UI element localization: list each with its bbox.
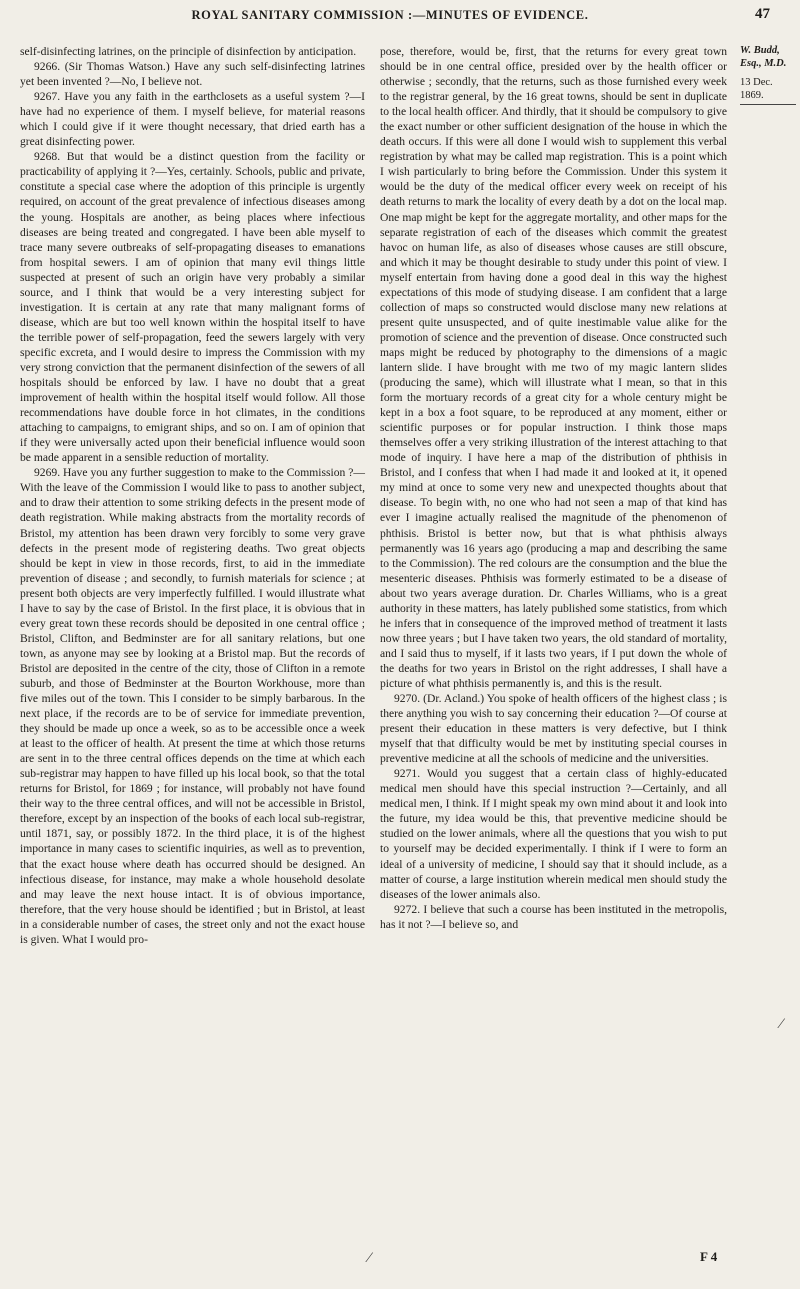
paragraph: 9268. But that would be a distinct question from the facility or practicability of applying it ?—Yes, certainly. Schools, public and private, constitute a special case where the adoption of this principle is urgently required, on account of the great prevalence of infectious diseases among the young. Hospitals are another, as being places where infectious diseases are being treated and congregated. I have been able myself to trace many severe outbreaks of self-propagating diseases to emanations from hospital sewers. I am of opinion that many evil things little suspected at present of such an origin have very probably a similar source, and I think that would be a very interesting subject for investigation. It is certain at any rate that many malignant forms of disease, which are but too well known within the hospital itself to have the terrible power of self-propagation, feed the sewers largely with very specific excreta, and I would desire to impress the Commission with my very strong conviction that the permanent disinfection of the sewers of all hospitals should be enforced by law. I have no doubt that a great improvement of health within the hospital itself would follow. All those recommendations have double force in hot climates, in the conditions attaching to campaigns, to emigrant ships, and so on. I am of opinion that if they were universally acted upon their beneficial influence would soon be made apparent in a sensible reduction of mortality. — [20, 150, 365, 465]
paragraph: 9269. Have you any further suggestion to make to the Commission ?—With the leave of the Commission I would like to pass to another subject, and to draw their attention to some striking defects in the present mode of death registration. While making abstracts from the mortality records of Bristol, my attention has been drawn very forcibly to some very grave defects in the present mode of registering deaths. Two great objects should be kept in view in those records, first, to aid in the immediate prevention of disease ; and secondly, to furnish materials for science ; at present both objects are very imperfectly fulfilled. I would illustrate what I have to say by the case of Bristol. In the first place, it is obvious that in every great town these records should be deposited in one central office ; Bristol, Clifton, and Bedminster are for all sanitary relations, but one town, as anyone may see by looking at a Bristol map. But the records of Bristol are deposited in the centre of the city, those of Clifton in a remote suburb, and those of Bedminster at the Bourton Workhouse, more than five miles out of the town. This I consider to be simply barbarous. In the next place, if the records are to be of service for immediate prevention, they should be made up once a week, so as to be accessible once a week at least to the officer of health. At present the time at which those returns are sent in to the three central offices depends on the time at which each sub-registrar may happen to have filled up his local book, so that the total returns for Bristol, for 1869 ; for instance, will probably not have found their way to the three central offices, and will not be accessible in Bristol, therefore, except by an inspection of the books of each local sub-registrar, until 1871, say, or possibly 1872. In the third place, it is of the highest importance in many cases to scientific inquiries, as well as to prevention, that the exact house where death has occurred should be designed. An infectious disease, for instance, may make a whole household desolate and may leave the next house intact. It is of obvious importance, therefore, that the very house should be identified ; but in Bristol, at least in a considerable number of cases, the street only and not the exact house is given. What I would pro- — [20, 466, 365, 946]
page-number: 47 — [755, 6, 770, 22]
paragraph: pose, therefore, would be, first, that the returns for every great town should be in one central office, presided over by the health officer or otherwise ; secondly, that the returns, such as those furnished every week to the registrar general, by the 16 great towns, should be sent in duplicate to the local health officer. And thirdly, that it should be compulsory to give the exact number or other sufficient designation of the house in which the death occurs. If this were all done I would wish to supplement this verbal registration by what may be called map registration. This is a point which I wish particularly to bring before the Commission. Under this system it would be the duty of the medical officer every week on receipt of his death returns to mark the locality of every death by a dot on the local map. One map might be kept for the aggregate mortality, and other maps for the separate registration of each of the diseases which commit the greatest havoc on human life, as also of diseases whose causes are still obscure, and which it may be thought desirable to study under this point of view. I myself entertain from having done a good deal in this way the highest expectations of this mode of studying disease. I am confident that a large collection of maps so constructed would disclose many new relations at present quite unsuspected, and of quite inestimable value alike for the promotion of science and the prevention of disease. Once constructed such maps might be reduced by photography to the dimensions of a magic lantern slide. I have brought with me two of my magic lantern slides (producing the same), which will illustrate what I mean, so that in this form the mortuary records of a great city for a whole century might be kept in a box a foot square, to be reproduced at any moment, either or scientific purposes or for popular instruction. I think those maps themselves offer a very striking illustration of the interest attaching to that mode of inquiry. I have here a map of the distribution of phthisis in Bristol, and I confess that when I had made it and looked at it, it opened my mind at once to some very new and unexpected thoughts about that disease. To begin with, no one who had not seen a map of that kind has ever I imagine actually realised the magnitude of the phenomenon of phthisis. Bristol is better now, but that is what phthisis always permanently was 16 years ago (producing a map and describing the same to the Commission). The red colours are the consumption and the blue the mesenteric diseases. Phthisis was formerly estimated to be a disease of about two years average duration. Dr. Charles Williams, who is a great authority in these matters, has lately published some statistics, from which he infers that in consequence of the improved method of treatment it lasts now three years ; but I have taken two years, the old standard of mortality, and I said thus to myself, if it lasts two years, if I put down the whole of the deaths for two years in Bristol on the right addresses, I shall have a picture of what phthisis permanently is, and this is the result. — [380, 45, 727, 690]
check-mark-icon: ⁄ — [780, 1016, 783, 1032]
paragraph: self-disinfecting latrines, on the principle of disinfection by anticipation. — [20, 45, 357, 58]
check-mark-icon: ⁄ — [368, 1250, 371, 1266]
witness-name: W. Budd, Esq., M.D. — [740, 45, 787, 69]
margin-note — [740, 44, 796, 105]
hearing-date: 13 Dec. 1869. — [740, 76, 796, 105]
right-column — [380, 44, 727, 932]
paragraph: 9266. (Sir Thomas Watson.) Have any such self-disinfecting latrines yet been invented ?—No, I believe not. — [20, 60, 365, 89]
paragraph: 9271. Would you suggest that a certain class of highly-educated medical men should have this special instruction ?—Certainly, and all medical men, I think. If I might speak my own mind about it and look into the future, my idea would be this, that preventive medicine should be studied on the lower animals, where all the questions that you wish to put to yourself may be decided experimentally. I think if I were to form an ideal of a university of medicine, I should say that it should include, as a matter of course, a large institution wherein medical men should study the diseases of the lower animals also. — [380, 767, 727, 901]
signature-mark: F 4 — [700, 1249, 718, 1264]
running-title: ROYAL SANITARY COMMISSION :—MINUTES OF EVIDENCE. — [191, 8, 589, 22]
paragraph: 9270. (Dr. Acland.) You spoke of health officers of the highest class ; is there anything you wish to say concerning their education ?—Of course at present their education in these matters is very defective, but I think myself that that difficulty would be met by instituting special courses in preventive medicine at all the schools of medicine and the universities. — [380, 692, 727, 766]
page-header — [20, 8, 780, 28]
paragraph: 9267. Have you any faith in the earthclosets as a useful system ?—I have had no experience of them. I myself believe, for material reasons which I could give if it were thought necessary, that dried earth has a great disinfecting power. — [20, 90, 365, 149]
left-column — [20, 44, 365, 947]
paragraph: 9272. I believe that such a course has been instituted in the metropolis, has it not ?—I believe so, and — [380, 902, 727, 931]
